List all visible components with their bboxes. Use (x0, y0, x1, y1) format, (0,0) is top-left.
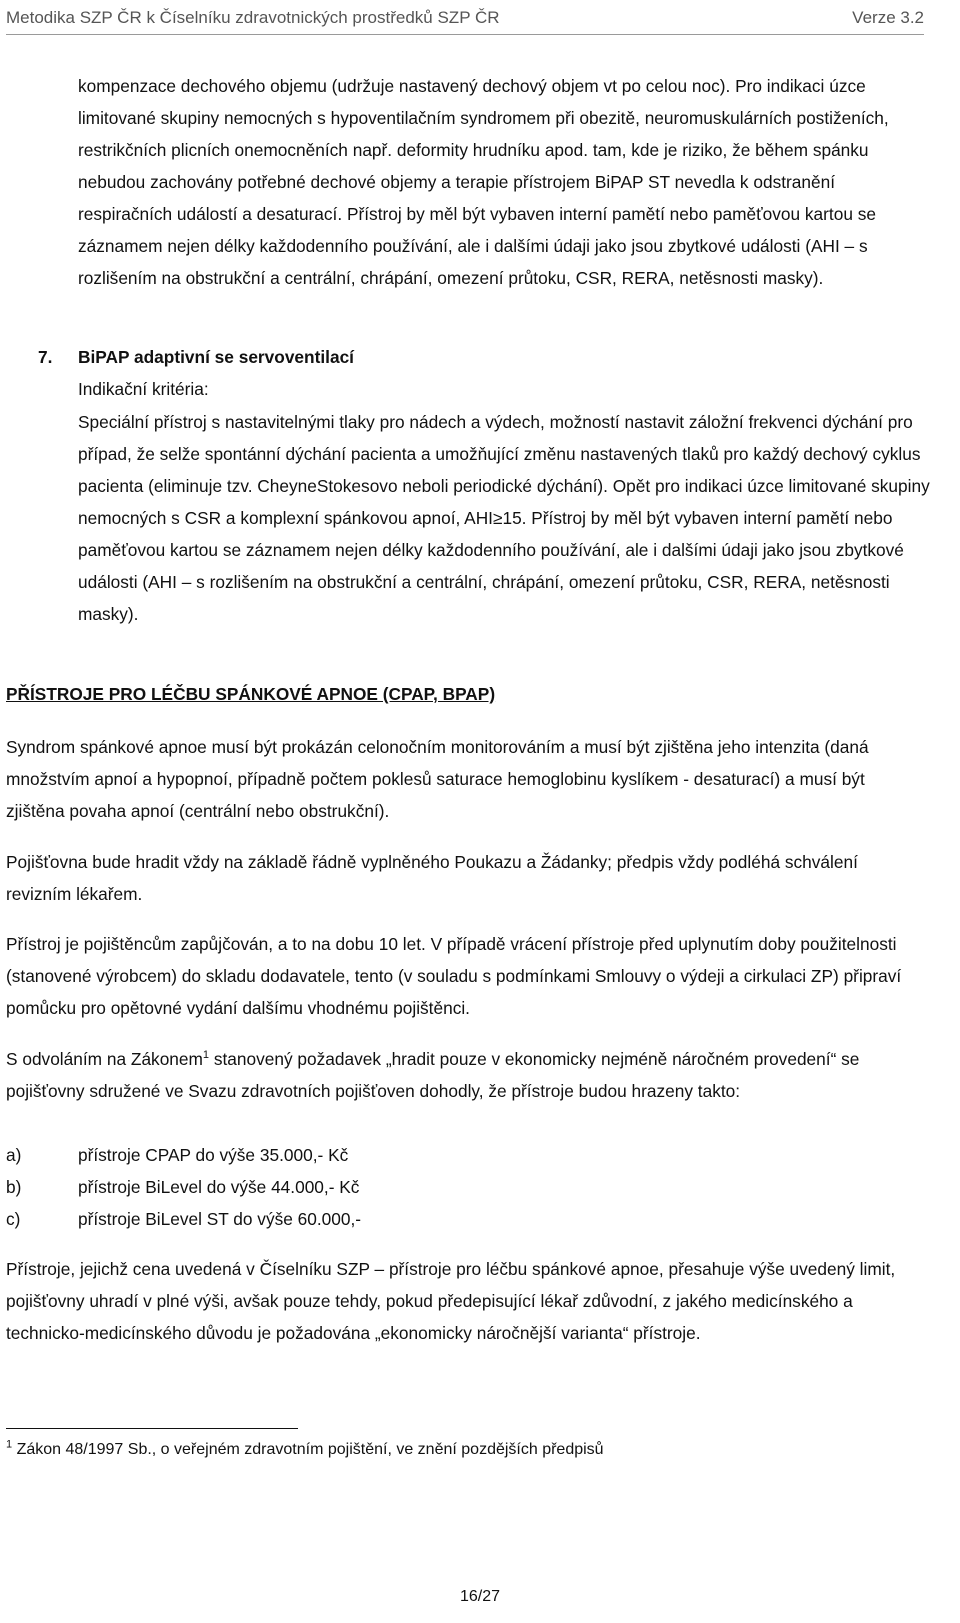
list-item-text: přístroje CPAP do výše 35.000,- Kč (78, 1145, 349, 1165)
section-heading: PŘÍSTROJE PRO LÉČBU SPÁNKOVÉ APNOE (CPAP, BPAP) (6, 684, 496, 704)
paragraph-legal-basis (6, 1043, 926, 1107)
footnote-reference: 1 (202, 1049, 210, 1062)
legal-basis-text-end: stanovený požadavek „hradit pouze v ekonomicky nejméně náročném provedení“ se pojišťovny sdružené ve Svazu zdravotních pojišťoven dohodly, že přístroje budou hrazeny takto: (6, 1049, 860, 1101)
footnote-text: Zákon 48/1997 Sb., o veřejném zdravotním pojištění, ve znění pozdějších předpisů (12, 1441, 604, 1458)
section-title: BiPAP adaptivní se servoventilací (78, 347, 354, 367)
list-item-label: b) (6, 1177, 22, 1197)
footnote-separator (6, 1428, 298, 1429)
legal-basis-text-start: S odvoláním na Zákonem (6, 1049, 203, 1069)
list-item-label: a) (6, 1145, 22, 1165)
paragraph-higher-price: Přístroje, jejichž cena uvedená v Číselníku SZP – přístroje pro léčbu spánkové apnoe, přesahuje výše uvedený limit, pojišťovny uhradí v plné výši, avšak pouze tehdy, pokud předepisující lékař zdůvodní, z jakého medicínského a technicko-medicínského důvodu je požadována „ekonomicky náročnější varianta“ přístroje. (6, 1259, 896, 1343)
section-subtitle: Indikační kritéria: (78, 379, 209, 399)
section-number: 7. (38, 347, 53, 367)
paragraph-loan-terms: Přístroj je pojištěncům zapůjčován, a to na dobu 10 let. V případě vrácení přístroje před uplynutím doby použitelnosti (stanovené výrobcem) do skladu dodavatele, tento (v souladu s podmínkami Smlouvy o výdeji a cirkulaci ZP) připraví pomůcku pro opětovné vydání dalšímu vhodnému pojištěnci. (6, 934, 902, 1018)
header-version: Verze 3.2 (852, 8, 924, 27)
header-document-title: Metodika SZP ČR k Číselníku zdravotnických prostředků SZP ČR (6, 8, 500, 27)
footnote (6, 1438, 604, 1462)
paragraph-reimbursement: Pojišťovna bude hradit vždy na základě řádně vyplněného Poukazu a Žádanky; předpis vždy podléhá schválení revizním lékařem. (6, 852, 858, 904)
list-item-text: přístroje BiLevel do výše 44.000,- Kč (78, 1177, 360, 1197)
continuation-paragraph: kompenzace dechového objemu (udržuje nastavený dechový objem vt po celou noc). Pro indikaci úzce limitované skupiny nemocných s hypoventilačním syndromem při obezitě, neuromuskulárních postiženích, restrikčních plicních onemocněních např. deformity hrudníku apod. tam, kde je riziko, že během spánku nebudou zachovány potřebné dechové objemy a terapie přístrojem BiPAP ST nevedla k odstranění respiračních událostí a desaturací. Přístroj by měl být vybaven interní pamětí nebo paměťovou kartou se záznamem nejen délky každodenního používání, ale i dalšími údaji jako jsou zbytkové události (AHI – s rozlišením na obstrukční a centrální, chrápání, omezení průtoku, CSR, RERA, netěsnosti masky). (78, 76, 889, 288)
list-item-label: c) (6, 1209, 21, 1229)
page-number: 16/27 (459, 1588, 501, 1605)
list-item-text: přístroje BiLevel ST do výše 60.000,- (78, 1209, 362, 1229)
footnote-number: 1 (6, 1438, 13, 1451)
section-body: Speciální přístroj s nastavitelnými tlaky pro nádech a výdech, možností nastavit záložní frekvenci dýchání pro případ, že selže spontánní dýchání pacienta a umožňující změnu nastavených tlaků pro každý dechový cyklus pacienta (eliminuje tzv. CheyneStokesovo neboli periodické dýchání). Opět pro indikaci úzce limitované skupiny nemocných s CSR a komplexní spánkovou apnoí, AHI≥15. Přístroj by měl být vybaven interní pamětí nebo paměťovou kartou se záznamem nejen délky každodenního používání, ale i dalšími údaji jako jsou zbytkové události (AHI – s rozlišením na obstrukční a centrální, chrápání, omezení průtoku, CSR, RERA, netěsnosti masky). (78, 412, 930, 624)
page-header (6, 6, 924, 35)
paragraph-diagnosis: Syndrom spánkové apnoe musí být prokázán celonočním monitorováním a musí být zjištěna jeho intenzita (daná množstvím apnoí a hypopnoí, případně počtem poklesů saturace hemoglobinu kyslíkem - desaturací) a musí být zjištěna povaha apnoí (centrální nebo obstrukční). (6, 737, 869, 821)
